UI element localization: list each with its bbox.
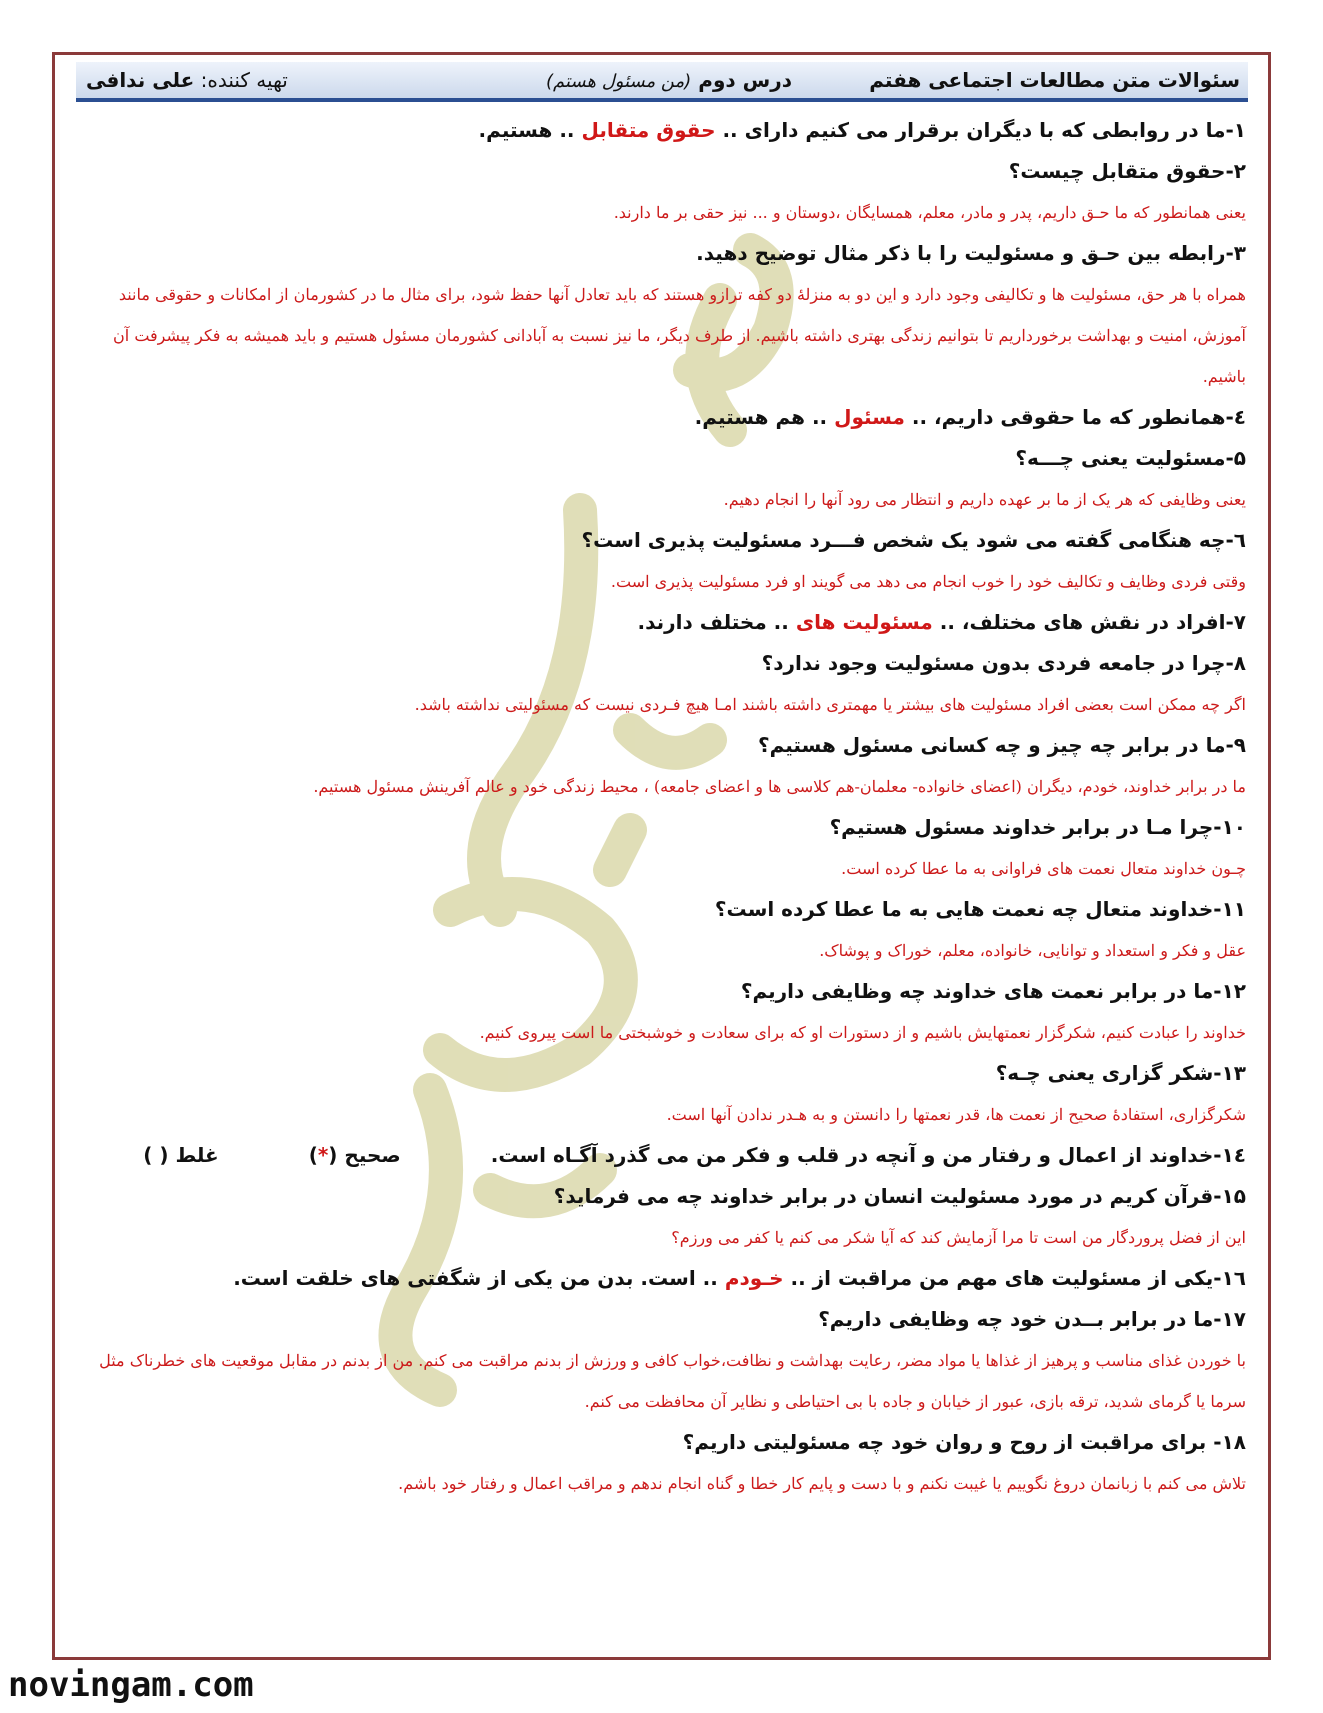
qa-item: [80, 643, 1246, 725]
qa-item: [80, 725, 1246, 807]
qa-item: [80, 233, 1246, 397]
site-footer: novingam.com: [8, 1665, 254, 1705]
qa-item: [80, 807, 1246, 889]
question: [80, 520, 1246, 561]
question: [80, 889, 1246, 930]
qa-item: [80, 889, 1246, 971]
question: [80, 438, 1246, 479]
qa-item: [80, 151, 1246, 233]
question-text: ۱۵-قرآن کریم در مورد مسئولیت انسان در برابر خداوند چه می فرماید؟: [553, 1184, 1246, 1208]
question: [80, 1135, 1246, 1176]
question-text: ٦-چه هنگامی گفته می شود یک شخص فـــرد مسئولیت پذیری است؟: [581, 528, 1246, 552]
lesson-title: [546, 68, 792, 92]
question: [80, 602, 1246, 643]
question-text: ۱-ما در روابطی که با دیگران برقرار می کنیم دارای ..: [715, 118, 1246, 142]
answer: عقل و فکر و استعداد و توانایی، خانواده، معلم، خوراک و پوشاک.: [819, 941, 1246, 960]
answer-blank: حقوق متقابل: [581, 118, 716, 142]
question-text: ۹-ما در برابر چه چیز و چه کسانی مسئول هستیم؟: [757, 733, 1246, 757]
false-option: غلط ( ): [143, 1143, 219, 1167]
question-text: ۸-چرا در جامعه فردی بدون مسئولیت وجود ندارد؟: [761, 651, 1246, 675]
qa-item: [80, 397, 1246, 438]
question-text: ۱۸- برای مراقبت از روح و روان خود چه مسئولیتی داریم؟: [682, 1430, 1246, 1454]
answer-blank: مسئول: [834, 405, 905, 429]
question-text: .. مختلف دارند.: [637, 610, 796, 634]
question: [80, 233, 1246, 274]
answer: با خوردن غذای مناسب و پرهیز از غذاها یا مواد مضر، رعایت بهداشت و نظافت،خواب کافی و ورزش از بدنم مراقبت می کنم. من از بدنم در مقابل موقعیت های خطرناک مثل سرما یا گرمای شدید، ترقه بازی، عبور از خیابان و جاده با بی احتیاطی و نظایر آن محافظت می کنم.: [99, 1351, 1246, 1411]
question-text: ۱٦-یکی از مسئولیت های مهم من مراقبت از ..: [783, 1266, 1246, 1290]
question-text: ٤-همانطور که ما حقوقی داریم، ..: [904, 405, 1246, 429]
question: [80, 725, 1246, 766]
answer: وقتی فردی وظایف و تکالیف خود را خوب انجام می دهد می گویند او فرد مسئولیت پذیری است.: [610, 572, 1246, 591]
answer: چـون خداوند متعال نعمت های فراوانی به ما عطا کرده است.: [841, 859, 1246, 878]
watermark-text: علی ندافی: [250, 210, 255, 211]
qa-item: [80, 1135, 1246, 1176]
question-text: ۱۳-شکر گزاری یعنی چـه؟: [995, 1061, 1246, 1085]
answer: یعنی همانطور که ما حـق داریم، پدر و مادر، معلم، همسایگان ،دوستان و ... نیز حقی بر ما دارند.: [613, 203, 1246, 222]
true-mark: *: [317, 1143, 329, 1167]
qa-list: [80, 110, 1246, 1504]
qa-item: [80, 971, 1246, 1053]
question: [80, 643, 1246, 684]
qa-item: [80, 602, 1246, 643]
question-text: ۱٤-خداوند از اعمال و رفتار من و آنچه در قلب و فکر من می گذرد آگـاه است.: [490, 1143, 1246, 1167]
page-title: سئوالات متن مطالعات اجتماعی هفتم: [869, 68, 1240, 92]
question-text: ۵-مسئولیت یعنی چـــه؟: [1015, 446, 1246, 470]
answer: یعنی وظایفی که هر یک از ما بر عهده داریم و انتظار می رود آنها را انجام دهیم.: [723, 490, 1246, 509]
lesson-subtitle: (من مسئول هستم): [546, 71, 692, 92]
question: [80, 1053, 1246, 1094]
answer: اگر چه ممکن است بعضی افراد مسئولیت های بیشتر یا مهمتری داشته باشند امـا هیچ فـردی نیست که مسئولیتی نداشته باشد.: [414, 695, 1246, 714]
answer: تلاش می کنم با زبانمان دروغ نگوییم یا غیبت نکنم و با دست و پایم کار خطا و گناه انجام ندهم و مراقب اعمال و رفتار خود باشم.: [398, 1474, 1246, 1493]
question: [80, 1299, 1246, 1340]
header-bar: [76, 62, 1248, 102]
qa-item: [80, 1053, 1246, 1135]
question: [80, 110, 1246, 151]
question-text: ۳-رابطه بین حـق و مسئولیت را با ذکر مثال توضیح دهید.: [696, 241, 1246, 265]
answer-blank: مسئولیت های: [795, 610, 933, 634]
author-name: علی ندافی: [86, 68, 195, 92]
answer: ما در برابر خداوند، خودم، دیگران (اعضای خانواده- معلمان-هم کلاسی ها و اعضای جامعه) ، محیط زندگی خود و عالم آفرینش مسئول هستیم.: [313, 777, 1246, 796]
question-text: .. هستیم.: [478, 118, 582, 142]
question: [80, 151, 1246, 192]
question-text: .. هم هستیم.: [694, 405, 835, 429]
question-text: ۱۱-خداوند متعال چه نعمت هایی به ما عطا کرده است؟: [714, 897, 1246, 921]
answer: خداوند را عبادت کنیم، شکرگزار نعمتهایش باشیم و از دستورات او که برای سعادت و خوشبختی ما است پیروی کنیم.: [479, 1023, 1246, 1042]
question: [80, 1422, 1246, 1463]
question-text: ۱۰-چرا مـا در برابر خداوند مسئول هستیم؟: [829, 815, 1246, 839]
answer: این از فضل پروردگار من است تا مرا آزمایش کند که آیا شکر می کنم یا کفر می ورزم؟: [671, 1228, 1246, 1247]
qa-item: [80, 1258, 1246, 1299]
question-text: ۲-حقوق متقابل چیست؟: [1008, 159, 1246, 183]
question: [80, 1258, 1246, 1299]
qa-item: [80, 110, 1246, 151]
answer: همراه با هر حق، مسئولیت ها و تکالیفی وجود دارد و این دو به منزلهٔ دو کفه ترازو هستند که باید تعادل آنها حفظ شود، برای مثال ما در کشورمان از امکانات و حقوقی مانند آموزش، امنیت و بهداشت برخورداریم تا بتوانیم زندگی بهتری داشته باشیم. از طرف دیگر، ما نیز نسبت به آبادانی کشورمان مسئول هستیم و باید همیشه به فکر پیشرفت آن باشیم.: [113, 285, 1246, 386]
qa-item: [80, 438, 1246, 520]
question-text: ۷-افراد در نقش های مختلف، ..: [932, 610, 1246, 634]
question: [80, 1176, 1246, 1217]
true-option: صحیح (*): [308, 1143, 401, 1167]
question-text: .. است. بدن من یکی از شگفتی های خلقت است.: [233, 1266, 725, 1290]
qa-item: [80, 1422, 1246, 1504]
question-text: ۱۲-ما در برابر نعمت های خداوند چه وظایفی داریم؟: [740, 979, 1246, 1003]
answer-blank: خـودم: [724, 1266, 784, 1290]
qa-item: [80, 520, 1246, 602]
question: [80, 971, 1246, 1012]
question-text: ۱۷-ما در برابر بــدن خود چه وظایفی داریم؟: [818, 1307, 1246, 1331]
author-label: تهیه کننده:: [200, 68, 288, 92]
false-label: غلط: [175, 1143, 219, 1167]
lesson-label: درس دوم: [698, 68, 792, 92]
question: [80, 807, 1246, 848]
answer: شکرگزاری، استفادهٔ صحیح از نعمت ها، قدر نعمتها را دانستن و به هـدر ندادن آنها است.: [666, 1105, 1246, 1124]
question: [80, 397, 1246, 438]
qa-item: [80, 1176, 1246, 1258]
author: [86, 68, 288, 92]
qa-item: [80, 1299, 1246, 1422]
true-label: صحیح: [344, 1143, 401, 1167]
